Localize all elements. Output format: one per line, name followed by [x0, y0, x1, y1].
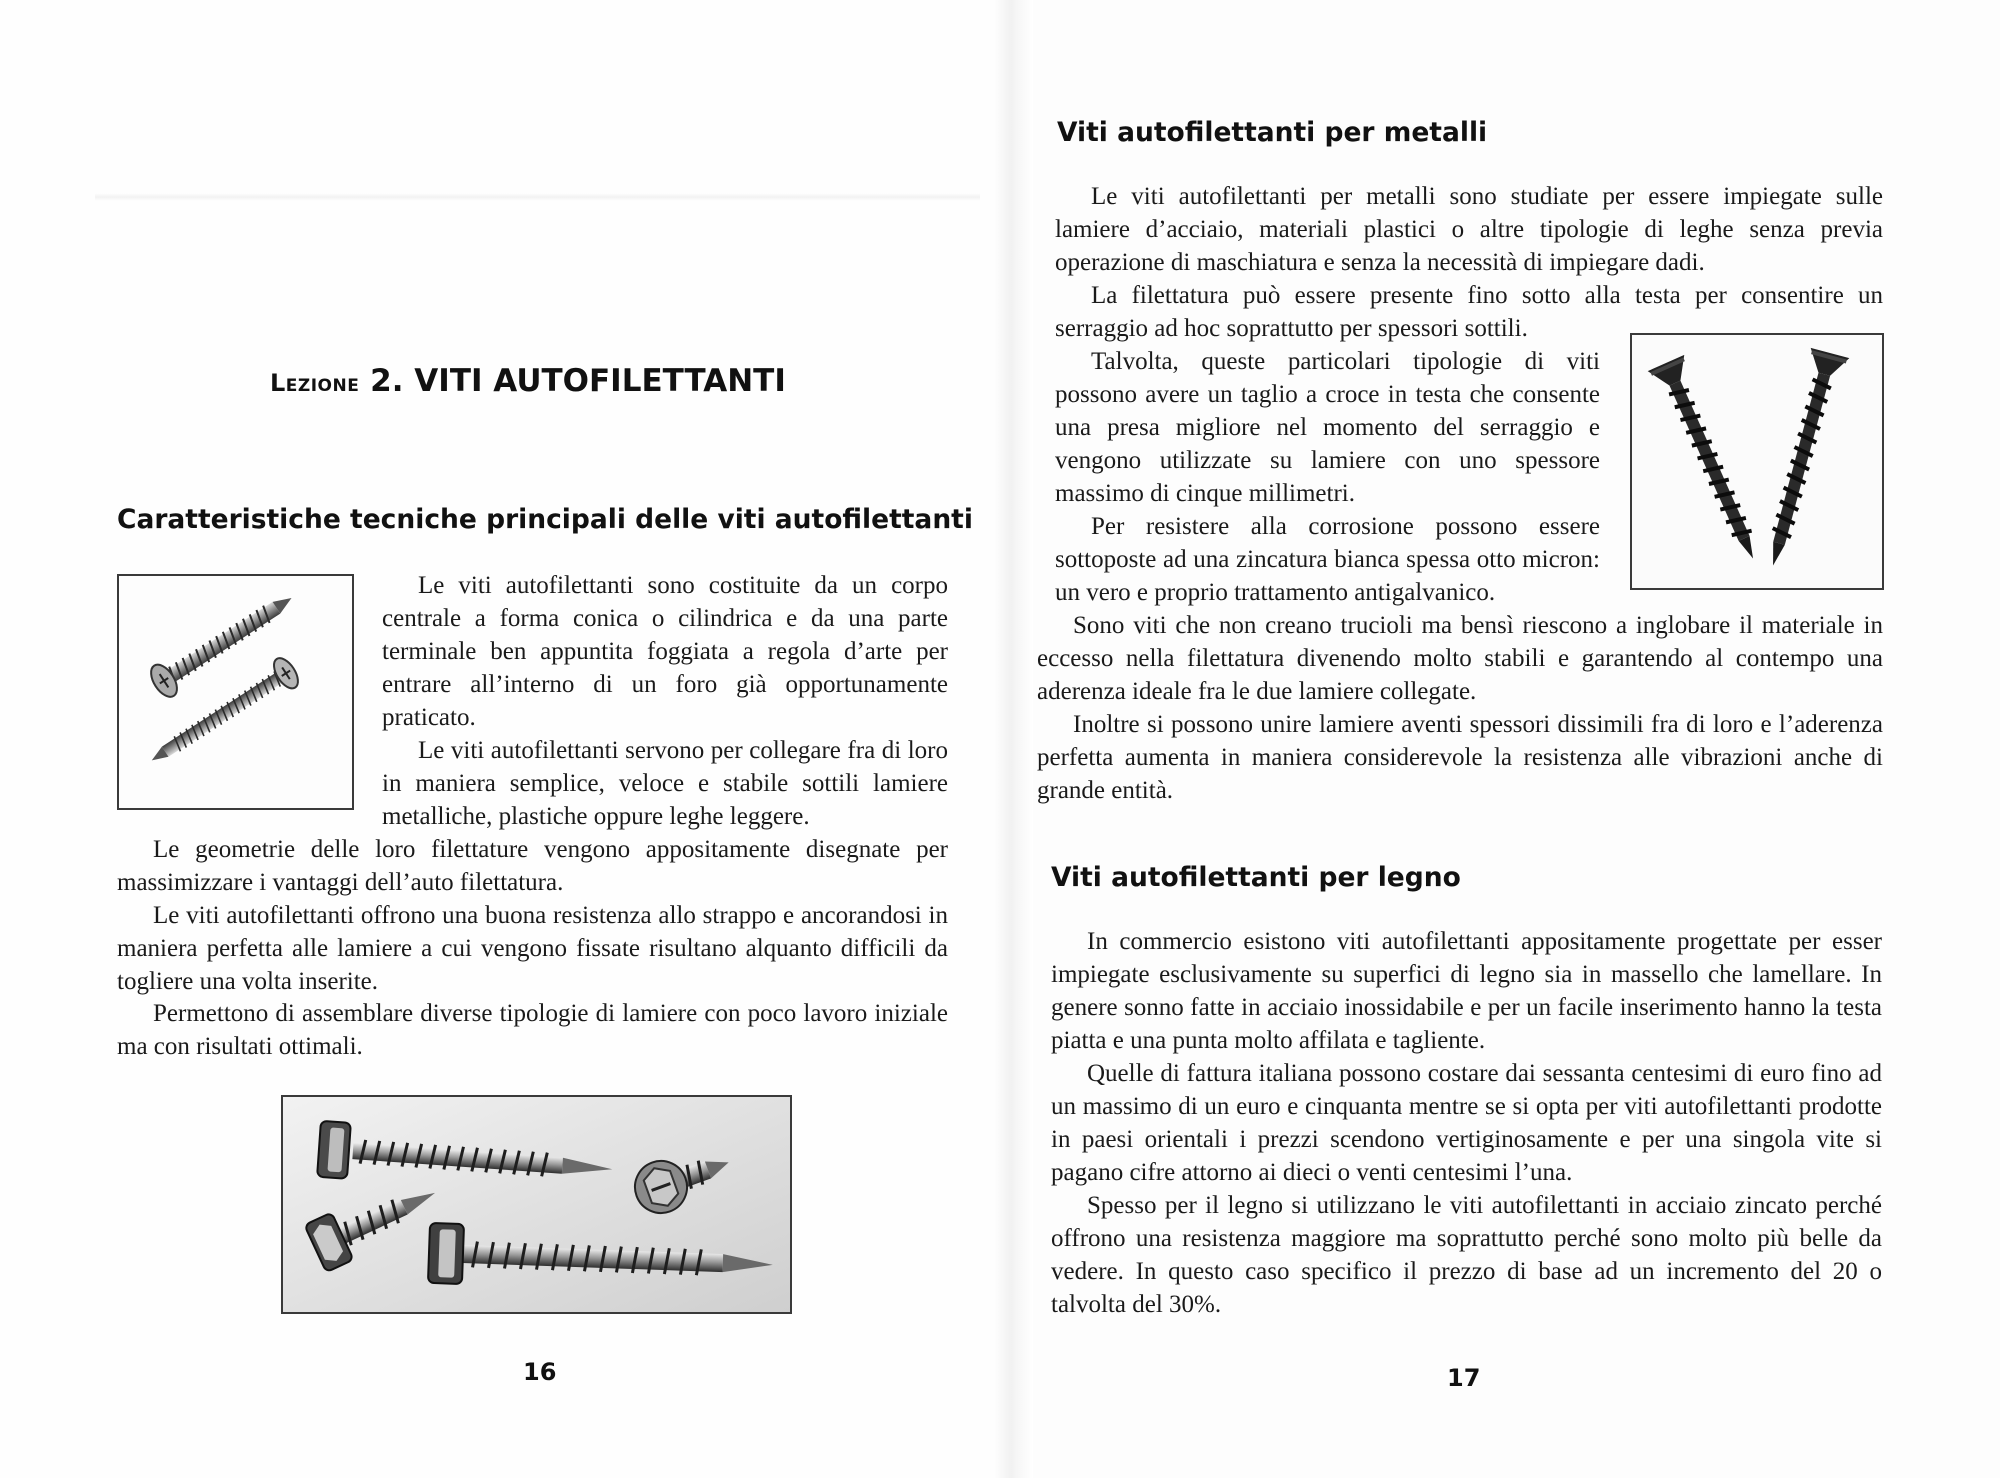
paragraph-2: Le viti autofilettanti servono per collegare fra di loro in maniera semplice, veloce e stabile sottili lamiere metalliche, plastiche oppure leghe leggere. — [382, 737, 948, 830]
metalli-paragraph-3: Talvolta, queste particolari tipologie di viti possono avere un taglio a croce in testa che consente una presa migliore nel momento del serraggio e vengono utilizzate su lamiere con uno spessore massimo di cinque millimetri. — [1055, 348, 1600, 507]
page-number-right: 17 — [1447, 1364, 1481, 1392]
metalli-paragraph-5: Sono viti che non creano trucioli ma bensì riescono a inglobare il materiale in eccesso nella filettatura divenendo molto stabili e garantendo al contempo una aderenza ideale fra le due lamiere collegate. — [1037, 612, 1883, 705]
page-edge-line — [95, 193, 980, 201]
paragraph-3: Le geometrie delle loro filettature vengono appositamente disegnate per massimizzare i vantaggi dell’auto filettatura. — [117, 836, 948, 896]
two-screws-image — [119, 576, 352, 808]
figure-dark-screws — [1630, 333, 1884, 590]
chapter-label: Lezione — [270, 369, 360, 397]
book-gutter — [993, 0, 1033, 1478]
metalli-paragraph-4: Per resistere alla corrosione possono essere sottoposte ad una zincatura bianca spessa otto micron: un vero e proprio trattamento antigalvanico. — [1055, 513, 1600, 606]
section-title-metalli: Viti autofilettanti per metalli — [1057, 117, 1488, 148]
section-title-caratteristiche: Caratteristiche tecniche principali delle viti autofilettanti — [117, 504, 973, 535]
metalli-paragraph-6: Inoltre si possono unire lamiere aventi spessori dissimili fra di loro e l’aderenza perfetta aumenta in maniera considerevole la resistenza alle vibrazioni anche di grande entità. — [1037, 711, 1883, 804]
section-title-legno: Viti autofilettanti per legno — [1051, 862, 1461, 893]
metalli-paragraph-2: La filettatura può essere presente fino sotto alla testa per consentire un serraggio ad hoc soprattutto per spessori sottili. — [1055, 282, 1883, 342]
metalli-paragraph-1: Le viti autofilettanti per metalli sono studiate per essere impiegate sulle lamiere d’acciaio, materiali plastici o altre tipologie di leghe senza previa operazione di maschiatura e senza la necessità di impiegare dadi. — [1055, 183, 1883, 276]
chapter-title — [270, 363, 786, 399]
legno-paragraph-3: Spesso per il legno si utilizzano le viti autofilettanti in acciaio zincato perché offrono una resistenza maggiore ma soprattutto perché sono molto più belle da vedere. In questo caso specifico il prezzo di base ad un incremento del 20 o talvolta del 30%. — [1051, 1192, 1882, 1318]
dark-screws-image — [1632, 335, 1882, 588]
paragraph-1: Le viti autofilettanti sono costituite da un corpo centrale a forma conica o cilindrica e da una parte terminale ben appuntita foggiata a regola d’arte per entrare all’interno di un foro già opportunamente praticato. — [382, 572, 948, 731]
figure-two-screws — [117, 574, 354, 810]
legno-paragraph-1: In commercio esistono viti autofilettanti appositamente progettate per esser impiegate esclusivamente su superfici di legno sia in massello che lamellare. In genere sonno fatte in acciaio inossidabile e per un facile inserimento hanno la testa piatta e una punta molto affilata e tagliente. — [1051, 928, 1882, 1054]
chapter-name: 2. VITI AUTOFILETTANTI — [370, 363, 786, 399]
paragraph-5: Permettono di assemblare diverse tipologie di lamiere con poco lavoro iniziale ma con risultati ottimali. — [117, 1000, 948, 1060]
figure-hex-screws — [281, 1095, 792, 1314]
legno-paragraph-2: Quelle di fattura italiana possono costare dai sessanta centesimi di euro fino ad un massimo di un euro e cinquanta mentre se si opta per viti autofilettanti prodotte in paesi orientali i prezzi scendono vertiginosamente e per una singola vite si pagano cifre attorno ai dieci o venti centesimi l’una. — [1051, 1060, 1882, 1186]
hex-screws-image — [283, 1097, 790, 1312]
paragraph-4: Le viti autofilettanti offrono una buona resistenza allo strappo e ancorandosi in maniera perfetta alle lamiere a cui vengono fissate risultano alquanto difficili da togliere una volta inserite. — [117, 902, 948, 995]
page-number-left: 16 — [523, 1358, 557, 1386]
